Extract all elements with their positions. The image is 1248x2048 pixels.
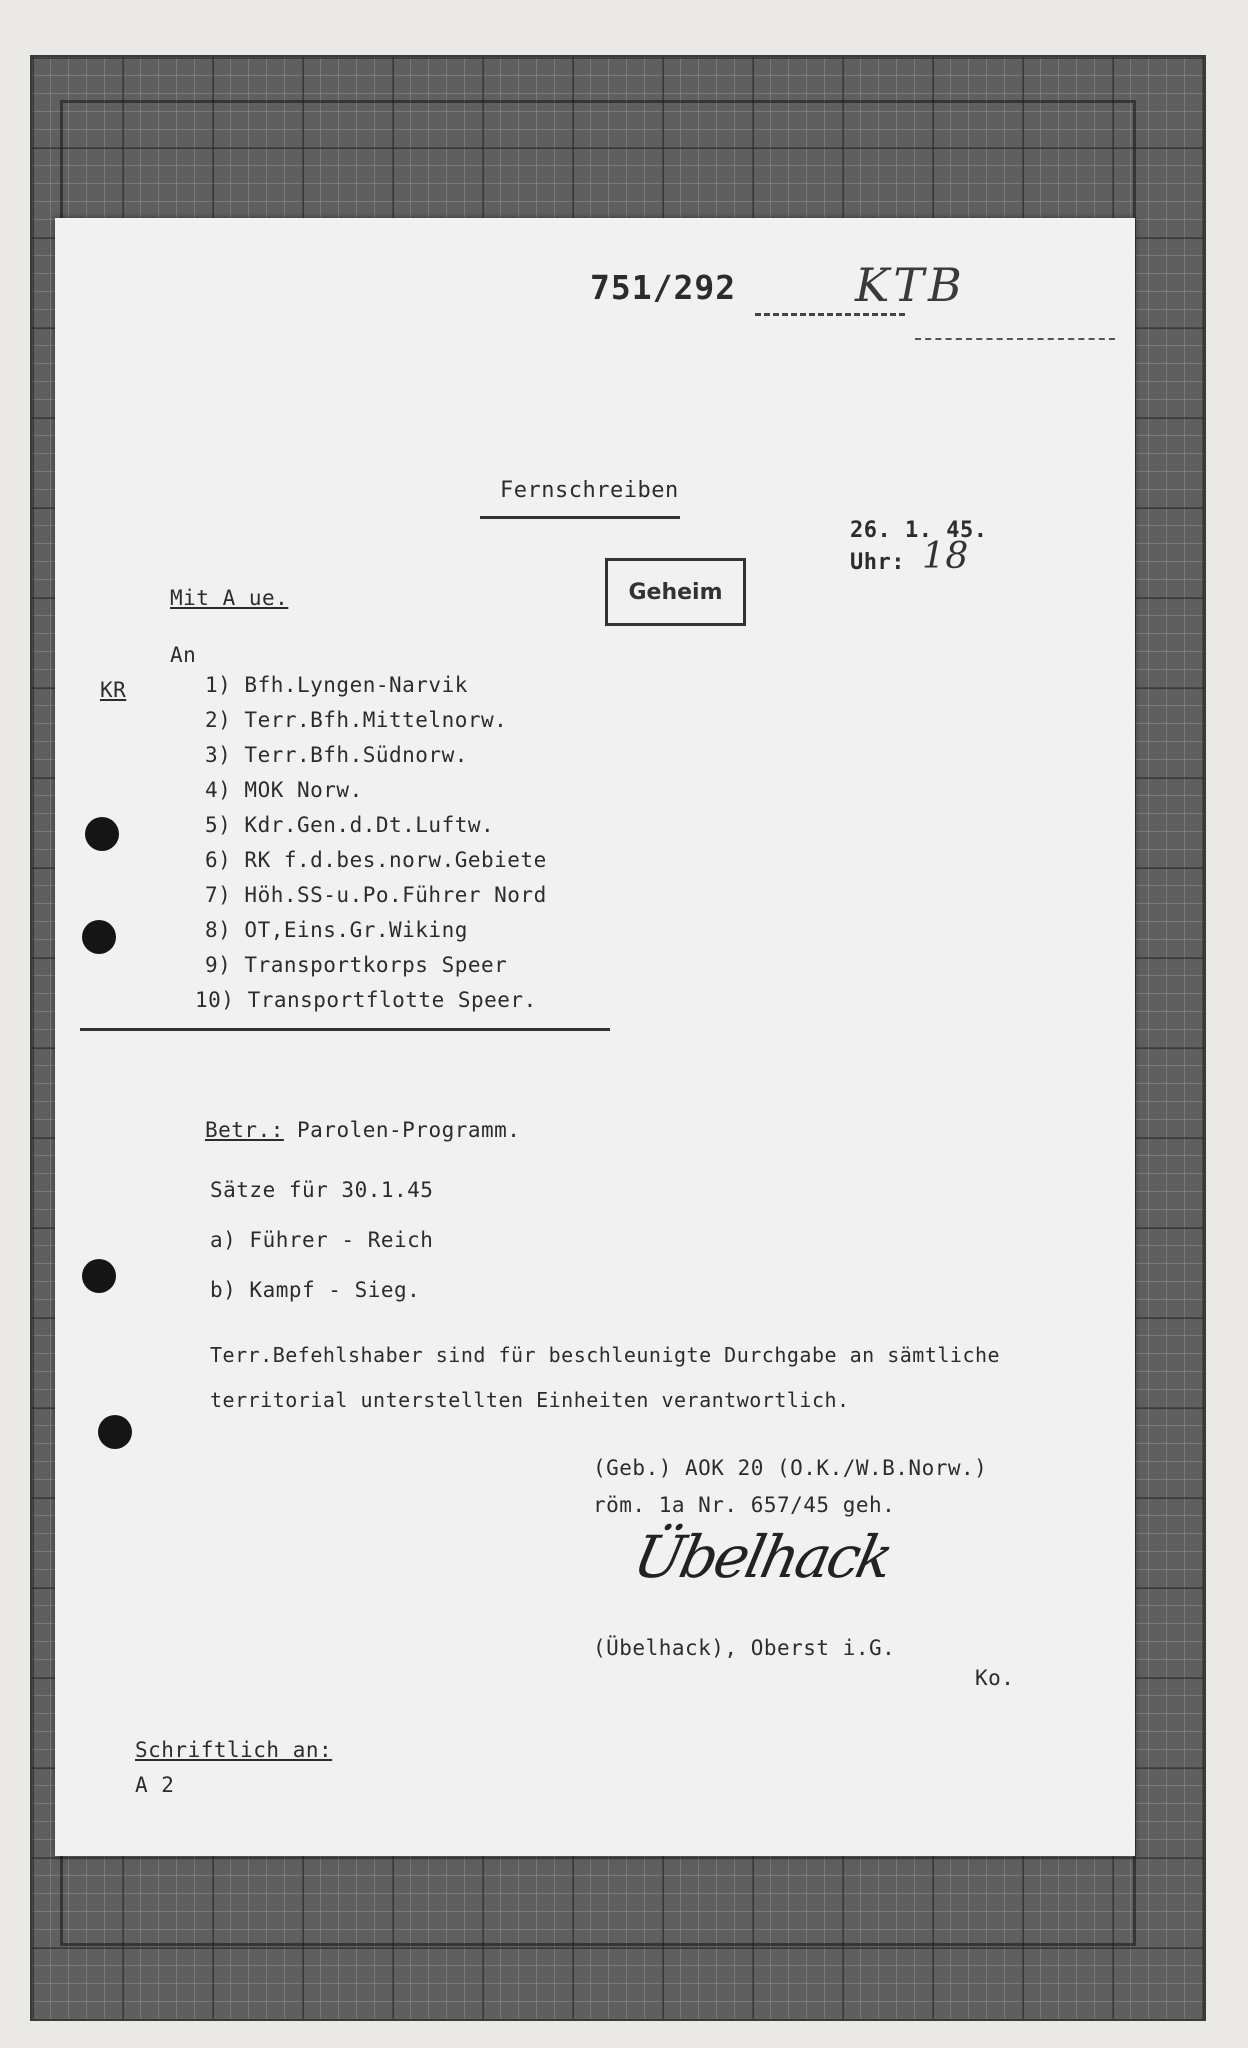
body-line: territorial unterstellten Einheiten verantwortlich. [210, 1388, 850, 1412]
recipient-item: 7) Höh.SS-u.Po.Führer Nord [205, 883, 547, 907]
punch-hole [85, 817, 119, 851]
subject-value: Parolen-Programm. [297, 1118, 521, 1142]
subject-line [205, 1118, 520, 1142]
secret-stamp [605, 558, 746, 626]
item-a: a) Führer - Reich [210, 1228, 434, 1252]
schriftlich-label: Schriftlich an: [135, 1738, 333, 1762]
kr-mark: KR [100, 678, 127, 702]
dash-mark [915, 338, 1115, 340]
body-line: Terr.Befehlshaber sind für beschleunigte Durchgabe an sämtliche [210, 1343, 1001, 1367]
reference-line: röm. 1a Nr. 657/45 geh. [593, 1493, 896, 1517]
signature: Übelhack [627, 1523, 897, 1591]
time-handwritten: 18 [922, 536, 969, 577]
punch-hole [82, 1259, 116, 1293]
dash-mark [755, 313, 905, 316]
separator-line [80, 1028, 610, 1031]
reference-line: (Geb.) AOK 20 (O.K./W.B.Norw.) [593, 1456, 988, 1480]
recipient-item: 5) Kdr.Gen.d.Dt.Luftw. [205, 813, 495, 837]
stamp-text: Geheim [628, 579, 723, 605]
recipient-item: 1) Bfh.Lyngen-Narvik [205, 673, 468, 697]
ktb-mark: KTB [855, 258, 966, 312]
recipient-item: 9) Transportkorps Speer [205, 953, 508, 977]
initials: Ko. [975, 1666, 1015, 1690]
recipient-item: 2) Terr.Bfh.Mittelnorw. [205, 708, 508, 732]
saetze-line: Sätze für 30.1.45 [210, 1178, 434, 1202]
signer-name: (Übelhack), Oberst i.G. [593, 1636, 896, 1660]
document-number: 751/292 [590, 268, 737, 307]
recipient-item: 6) RK f.d.bes.norw.Gebiete [205, 848, 547, 872]
document-title: Fernschreiben [500, 478, 679, 503]
recipient-item: 8) OT,Eins.Gr.Wiking [205, 918, 468, 942]
recipient-label: An [170, 643, 197, 667]
recipient-item: 3) Terr.Bfh.Südnorw. [205, 743, 468, 767]
subject-label: Betr.: [205, 1118, 284, 1142]
item-b: b) Kampf - Sieg. [210, 1278, 421, 1302]
title-underline [480, 516, 680, 519]
document-sheet [55, 218, 1135, 1856]
distribution-note: Mit A ue. [170, 586, 289, 610]
punch-hole [82, 920, 116, 954]
punch-hole [98, 1415, 132, 1449]
schriftlich-value: A 2 [135, 1773, 175, 1797]
date: 26. 1. 45. [850, 518, 988, 543]
recipient-item: 4) MOK Norw. [205, 778, 363, 802]
recipient-item: 10) Transportflotte Speer. [195, 988, 537, 1012]
time-label: Uhr: [850, 550, 905, 575]
